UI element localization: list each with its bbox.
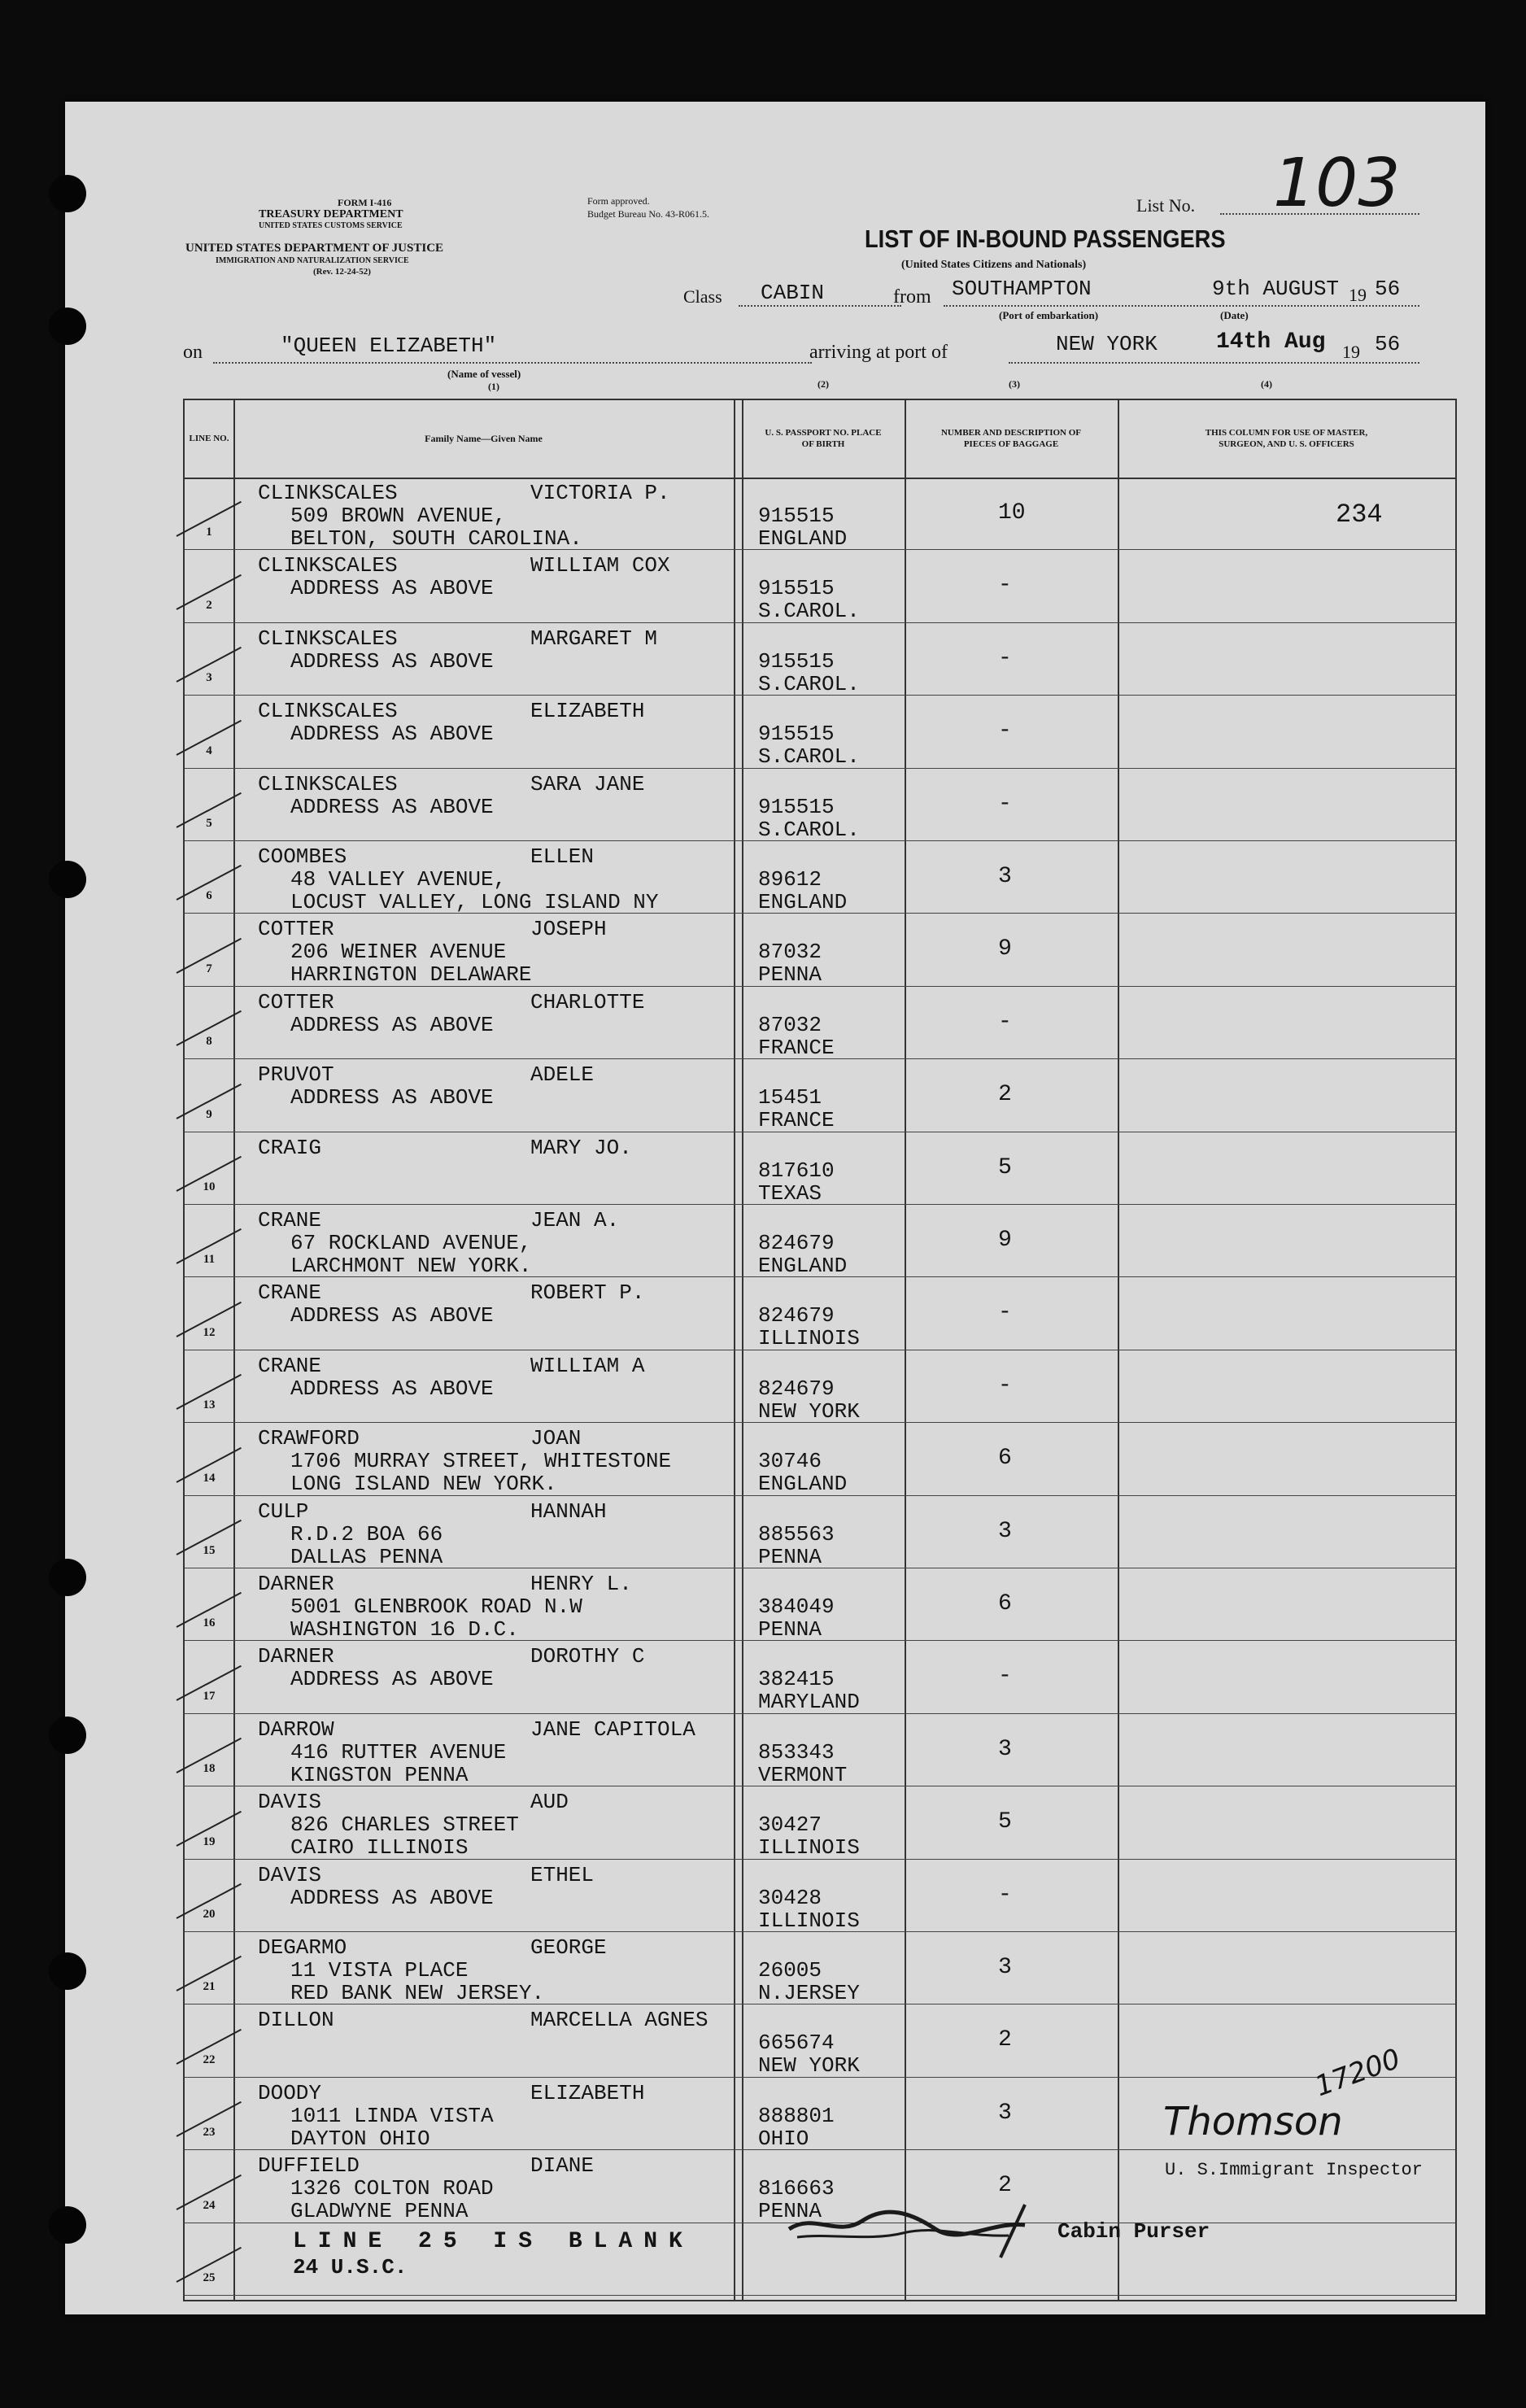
- arrival-year: 56: [1375, 332, 1401, 356]
- family-name: CRANE: [258, 1208, 322, 1232]
- table-row: [185, 550, 1455, 622]
- place-of-birth: ILLINOIS: [758, 1835, 860, 1861]
- baggage-count: -: [998, 1664, 1012, 1690]
- budget-bureau: Budget Bureau No. 43-R061.5.: [587, 208, 709, 220]
- treasury-dept: TREASURY DEPARTMENT: [259, 208, 403, 220]
- table-row: [185, 769, 1455, 841]
- place-of-birth: PENNA: [758, 1544, 822, 1569]
- baggage-count: -: [998, 1372, 1012, 1398]
- address-line-2: HARRINGTON DELAWARE: [290, 962, 532, 988]
- passport-number: 824679: [758, 1303, 835, 1328]
- place-of-birth: VERMONT: [758, 1762, 848, 1787]
- table-row: [185, 2004, 1455, 2077]
- family-name: DARNER: [258, 1572, 334, 1596]
- family-name: CRANE: [258, 1280, 322, 1306]
- passport-number: 915515: [758, 794, 835, 819]
- table-row: [185, 1714, 1455, 1786]
- baggage-count: 3: [998, 1518, 1012, 1544]
- caption-3: (3): [1009, 378, 1020, 390]
- line-number: 22: [203, 2052, 216, 2066]
- baggage-count: -: [998, 1882, 1012, 1908]
- given-name: AUD: [530, 1790, 569, 1815]
- from-label: from: [893, 286, 931, 308]
- usc-note: 24 U.S.C.: [293, 2255, 408, 2279]
- baggage-count: 10: [998, 500, 1026, 526]
- passport-number: 384049: [758, 1594, 835, 1619]
- line-number: 3: [206, 671, 212, 685]
- given-name: ELLEN: [530, 844, 595, 869]
- address-line-1: ADDRESS AS ABOVE: [290, 1085, 494, 1110]
- header-baggage: NUMBER AND DESCRIPTION OF PIECES OF BAGGAGE: [940, 427, 1082, 449]
- place-of-birth: PENNA: [758, 1617, 822, 1642]
- baggage-count: -: [998, 791, 1012, 817]
- address-line-2: WASHINGTON 16 D.C.: [290, 1617, 519, 1642]
- place-of-birth: NEW YORK: [758, 2053, 860, 2079]
- line-number: 18: [203, 1762, 216, 1776]
- punch-hole: [49, 1717, 86, 1754]
- baggage-count: 2: [998, 2173, 1012, 2199]
- address-line-1: ADDRESS AS ABOVE: [290, 1303, 494, 1328]
- address-line-1: 1706 MURRAY STREET, WHITESTONE: [290, 1449, 672, 1474]
- family-name: CRANE: [258, 1353, 322, 1378]
- address-line-1: ADDRESS AS ABOVE: [290, 794, 494, 819]
- row-divider: [185, 2295, 1455, 2296]
- manifest-subtitle: (United States Citizens and Nationals): [901, 259, 1087, 271]
- vessel-line: [213, 362, 812, 364]
- passport-number: 885563: [758, 1521, 835, 1546]
- header-passport: U. S. PASSPORT NO. PLACE OF BIRTH: [765, 427, 882, 449]
- given-name: CHARLOTTE: [530, 989, 645, 1014]
- line-number: 9: [206, 1107, 212, 1121]
- place-of-birth: ENGLAND: [758, 1254, 848, 1278]
- baggage-count: 5: [998, 1809, 1012, 1835]
- given-name: VICTORIA P.: [530, 481, 670, 505]
- passenger-table: [183, 399, 1457, 2301]
- line-number: 19: [203, 1834, 216, 1848]
- customs-service: UNITED STATES CUSTOMS SERVICE: [259, 221, 403, 230]
- address-line-1: ADDRESS AS ABOVE: [290, 1667, 494, 1692]
- date-year-prefix: 19: [1349, 285, 1367, 305]
- address-line-1: 5001 GLENBROOK ROAD N.W: [290, 1594, 582, 1619]
- given-name: ELIZABETH: [530, 2080, 645, 2105]
- on-label: on: [183, 342, 203, 363]
- given-name: MARGARET M: [530, 626, 658, 651]
- family-name: DARROW: [258, 1717, 334, 1742]
- family-name: DAVIS: [258, 1862, 322, 1887]
- place-of-birth: OHIO: [758, 2126, 809, 2151]
- line-number: 2: [206, 598, 212, 612]
- class-line: [739, 305, 901, 307]
- passport-number: 382415: [758, 1667, 835, 1692]
- passport-number: 915515: [758, 504, 835, 528]
- address-line-2: LOCUST VALLEY, LONG ISLAND NY: [290, 890, 659, 914]
- family-name: CULP: [258, 1498, 309, 1524]
- baggage-count: 3: [998, 1955, 1012, 1980]
- family-name: COTTER: [258, 917, 334, 942]
- purser-signature: [781, 2188, 1057, 2262]
- line-number: 14: [203, 1471, 216, 1485]
- given-name: JOAN: [530, 1426, 582, 1451]
- table-row: [185, 478, 1455, 550]
- punch-hole: [49, 2206, 86, 2244]
- place-of-birth: NEW YORK: [758, 1398, 860, 1424]
- arriving-label: arriving at port of: [809, 342, 948, 363]
- list-no-label: List No.: [1136, 195, 1196, 216]
- given-name: MARY JO.: [530, 1135, 632, 1160]
- line-number: 7: [206, 962, 212, 975]
- officer-notes: 234: [1336, 499, 1383, 530]
- table-row: [185, 696, 1455, 768]
- vessel-name: "QUEEN ELIZABETH": [281, 334, 497, 358]
- line-number: 21: [203, 1980, 216, 1994]
- address-line-1: 206 WEINER AVENUE: [290, 940, 507, 965]
- address-line-1: 48 VALLEY AVENUE,: [290, 867, 507, 892]
- place-of-birth: S.CAROL.: [758, 671, 860, 696]
- embarkation-port: SOUTHAMPTON: [952, 277, 1092, 301]
- address-line-1: 67 ROCKLAND AVENUE,: [290, 1231, 532, 1255]
- given-name: SARA JANE: [530, 771, 645, 796]
- address-line-2: GLADWYNE PENNA: [290, 2199, 469, 2224]
- place-of-birth: MARYLAND: [758, 1690, 860, 1715]
- arrival-port: NEW YORK: [1056, 332, 1158, 356]
- given-name: DIANE: [530, 2153, 595, 2179]
- cabin-purser-label: Cabin Purser: [1057, 2219, 1210, 2244]
- given-name: HENRY L.: [530, 1572, 632, 1596]
- address-line-1: ADDRESS AS ABOVE: [290, 576, 494, 601]
- table-row: [185, 1568, 1455, 1641]
- ins-service: IMMIGRATION AND NATURALIZATION SERVICE: [216, 256, 409, 265]
- form-approved: Form approved.: [587, 195, 650, 207]
- inspector-label: U. S.Immigrant Inspector: [1165, 2160, 1423, 2180]
- family-name: DARNER: [258, 1644, 334, 1669]
- family-name: CLINKSCALES: [258, 481, 398, 505]
- caption-2: (2): [818, 378, 829, 390]
- given-name: MARCELLA AGNES: [530, 2008, 708, 2033]
- address-line-1: 826 CHARLES STREET: [290, 1813, 519, 1838]
- header-officers: THIS COLUMN FOR USE OF MASTER, SURGEON, AND U. S. OFFICERS: [1205, 427, 1368, 449]
- address-line-2: DALLAS PENNA: [290, 1544, 443, 1569]
- punch-hole: [49, 1952, 86, 1990]
- place-of-birth: FRANCE: [758, 1108, 835, 1133]
- family-name: DOODY: [258, 2080, 322, 2105]
- baggage-count: 2: [998, 2027, 1012, 2053]
- place-of-birth: PENNA: [758, 2199, 822, 2224]
- blank-line-note: LINE 25 IS BLANK: [293, 2229, 694, 2254]
- address-line-1: 1011 LINDA VISTA: [290, 2103, 494, 2128]
- passport-number: 30427: [758, 1813, 822, 1838]
- address-line-1: ADDRESS AS ABOVE: [290, 648, 494, 674]
- table-row: [185, 1350, 1455, 1423]
- baggage-count: 3: [998, 1736, 1012, 1762]
- table-row: [185, 1205, 1455, 1277]
- family-name: DUFFIELD: [258, 2153, 360, 2179]
- passport-number: 87032: [758, 940, 822, 965]
- header-name: Family Name—Given Name: [425, 433, 543, 444]
- line-number: 15: [203, 1543, 216, 1557]
- address-line-1: 416 RUTTER AVENUE: [290, 1739, 507, 1765]
- line-number: 1: [206, 526, 212, 539]
- family-name: CRAWFORD: [258, 1426, 360, 1451]
- table-row: [185, 1059, 1455, 1132]
- inspector-signature: Thomson: [1163, 2099, 1343, 2144]
- given-name: WILLIAM COX: [530, 553, 670, 578]
- address-line-1: ADDRESS AS ABOVE: [290, 1885, 494, 1910]
- punch-hole: [49, 861, 86, 898]
- passport-number: 915515: [758, 576, 835, 601]
- family-name: COTTER: [258, 989, 334, 1014]
- handwritten-number: 17200: [1310, 2042, 1405, 2104]
- line-number: 24: [203, 2198, 216, 2212]
- address-line-2: CAIRO ILLINOIS: [290, 1835, 469, 1861]
- family-name: DILLON: [258, 2008, 334, 2033]
- address-line-1: R.D.2 BOA 66: [290, 1521, 443, 1546]
- departure-date: 9th AUGUST: [1212, 277, 1340, 301]
- place-of-birth: S.CAROL.: [758, 817, 860, 842]
- address-line-1: 1326 COLTON ROAD: [290, 2176, 494, 2201]
- place-of-birth: FRANCE: [758, 1035, 835, 1060]
- given-name: JEAN A.: [530, 1208, 620, 1232]
- passport-number: 817610: [758, 1158, 835, 1183]
- vessel-caption: (Name of vessel): [447, 368, 521, 380]
- passport-number: 824679: [758, 1376, 835, 1401]
- given-name: ELIZABETH: [530, 699, 645, 724]
- punch-hole: [49, 1559, 86, 1596]
- address-line-2: RED BANK NEW JERSEY.: [290, 1981, 545, 2005]
- line-number: 16: [203, 1616, 216, 1630]
- address-line-1: 11 VISTA PLACE: [290, 1958, 469, 1983]
- caption-1: (1): [488, 381, 499, 392]
- given-name: ADELE: [530, 1062, 595, 1088]
- table-row: [185, 914, 1455, 986]
- baggage-count: -: [998, 718, 1012, 744]
- given-name: HANNAH: [530, 1498, 607, 1524]
- passport-number: 915515: [758, 648, 835, 674]
- address-line-1: ADDRESS AS ABOVE: [290, 1376, 494, 1401]
- line-number: 12: [203, 1325, 216, 1339]
- arrival-year-prefix: 19: [1342, 342, 1360, 362]
- passport-number: 87032: [758, 1012, 822, 1037]
- justice-dept: UNITED STATES DEPARTMENT OF JUSTICE: [185, 242, 444, 255]
- address-line-2: KINGSTON PENNA: [290, 1762, 469, 1787]
- baggage-count: 3: [998, 2100, 1012, 2126]
- passport-number: 665674: [758, 2031, 835, 2056]
- table-row: [185, 1786, 1455, 1859]
- given-name: DOROTHY C: [530, 1644, 645, 1669]
- line-number: 4: [206, 744, 212, 757]
- date-caption: (Date): [1220, 309, 1249, 321]
- place-of-birth: S.CAROL.: [758, 744, 860, 770]
- line-number: 11: [203, 1253, 216, 1267]
- table-row: [185, 1132, 1455, 1205]
- baggage-count: -: [998, 573, 1012, 599]
- given-name: GEORGE: [530, 1935, 607, 1960]
- address-line-1: ADDRESS AS ABOVE: [290, 1012, 494, 1037]
- family-name: CLINKSCALES: [258, 771, 398, 796]
- given-name: WILLIAM A: [530, 1353, 645, 1378]
- baggage-count: 2: [998, 1082, 1012, 1108]
- family-name: COOMBES: [258, 844, 347, 869]
- class-value: CABIN: [761, 281, 825, 305]
- table-row: [185, 841, 1455, 914]
- table-row: [185, 623, 1455, 696]
- table-row: [185, 1496, 1455, 1568]
- line-number: 13: [203, 1398, 216, 1412]
- passport-number: 30746: [758, 1449, 822, 1474]
- family-name: CLINKSCALES: [258, 553, 398, 578]
- address-line-1: 509 BROWN AVENUE,: [290, 504, 507, 528]
- line-number: 17: [203, 1689, 216, 1703]
- family-name: CLINKSCALES: [258, 699, 398, 724]
- passport-number: 30428: [758, 1885, 822, 1910]
- passport-number: 816663: [758, 2176, 835, 2201]
- passport-number: 89612: [758, 867, 822, 892]
- line-number: 5: [206, 816, 212, 830]
- place-of-birth: PENNA: [758, 962, 822, 988]
- address-line-2: LARCHMONT NEW YORK.: [290, 1254, 532, 1278]
- address-line-1: ADDRESS AS ABOVE: [290, 722, 494, 747]
- punch-hole: [49, 175, 86, 212]
- table-row: [185, 1423, 1455, 1495]
- revision: (Rev. 12-24-52): [313, 267, 371, 277]
- passport-number: 824679: [758, 1231, 835, 1255]
- list-no-value: 103: [1273, 145, 1401, 222]
- line-number: 10: [203, 1180, 216, 1193]
- baggage-count: 6: [998, 1591, 1012, 1616]
- passport-number: 15451: [758, 1085, 822, 1110]
- date-year: 56: [1375, 277, 1401, 301]
- table-row: [185, 1277, 1455, 1350]
- baggage-count: 3: [998, 864, 1012, 889]
- passport-number: 888801: [758, 2103, 835, 2128]
- line-number: 6: [206, 889, 212, 903]
- table-row: [185, 1641, 1455, 1713]
- baggage-count: -: [998, 1300, 1012, 1326]
- place-of-birth: N.JERSEY: [758, 1981, 860, 2005]
- place-of-birth: ILLINOIS: [758, 1908, 860, 1933]
- place-of-birth: TEXAS: [758, 1180, 822, 1206]
- table-row: [185, 1860, 1455, 1932]
- address-line-2: LONG ISLAND NEW YORK.: [290, 1472, 557, 1497]
- passport-number: 915515: [758, 722, 835, 747]
- baggage-count: 5: [998, 1154, 1012, 1180]
- class-label: Class: [683, 286, 722, 307]
- baggage-count: -: [998, 645, 1012, 671]
- given-name: JOSEPH: [530, 917, 607, 942]
- header-line-no: LINE NO.: [189, 433, 229, 443]
- place-of-birth: ENGLAND: [758, 526, 848, 551]
- embark-caption: (Port of embarkation): [999, 309, 1099, 321]
- baggage-count: 9: [998, 936, 1012, 962]
- family-name: CRAIG: [258, 1135, 322, 1160]
- family-name: DAVIS: [258, 1790, 322, 1815]
- table-row: [185, 1932, 1455, 2004]
- family-name: PRUVOT: [258, 1062, 334, 1088]
- passport-number: 26005: [758, 1958, 822, 1983]
- caption-4: (4): [1261, 378, 1272, 390]
- address-line-2: DAYTON OHIO: [290, 2126, 430, 2151]
- punch-hole: [49, 308, 86, 345]
- given-name: ROBERT P.: [530, 1280, 645, 1306]
- baggage-count: -: [998, 1009, 1012, 1035]
- given-name: ETHEL: [530, 1862, 595, 1887]
- line-number: 25: [203, 2271, 216, 2284]
- line-number: 8: [206, 1035, 212, 1049]
- place-of-birth: ENGLAND: [758, 890, 848, 914]
- address-line-2: BELTON, SOUTH CAROLINA.: [290, 526, 582, 551]
- given-name: JANE CAPITOLA: [530, 1717, 695, 1742]
- family-name: DEGARMO: [258, 1935, 347, 1960]
- line-number: 20: [203, 1907, 216, 1921]
- arrival-date: 14th Aug: [1216, 329, 1326, 355]
- table-row: [185, 987, 1455, 1059]
- manifest-title: LIST OF IN-BOUND PASSENGERS: [865, 225, 1226, 253]
- baggage-count: 6: [998, 1446, 1012, 1472]
- passport-number: 853343: [758, 1739, 835, 1765]
- form-number: FORM I-416: [338, 197, 392, 208]
- place-of-birth: ILLINOIS: [758, 1326, 860, 1351]
- family-name: CLINKSCALES: [258, 626, 398, 651]
- place-of-birth: S.CAROL.: [758, 599, 860, 624]
- baggage-count: 9: [998, 1228, 1012, 1253]
- line-number: 23: [203, 2126, 216, 2140]
- place-of-birth: ENGLAND: [758, 1472, 848, 1497]
